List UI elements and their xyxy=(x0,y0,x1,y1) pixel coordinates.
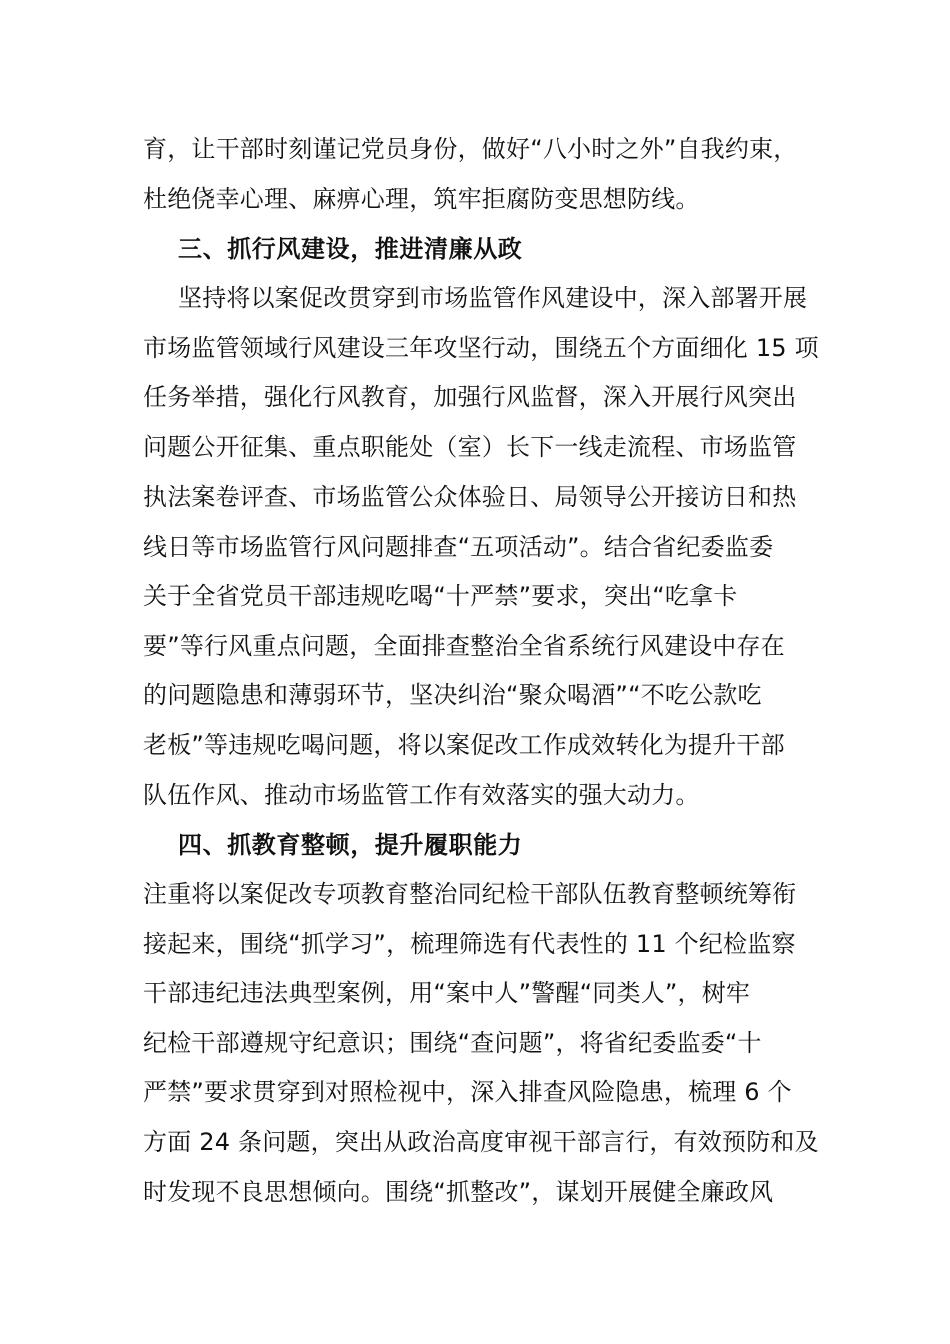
paragraph-line: 要”等行风重点问题，全面排查整治全省系统行风建设中存在 xyxy=(143,632,785,660)
paragraph-line: 方面 24 条问题，突出从政治高度审视干部言行，有效预防和及 xyxy=(143,1128,819,1156)
paragraph-line: 坚持将以案促改贯穿到市场监管作风建设中，深入部署开展 xyxy=(178,284,808,312)
paragraph-line: 执法案卷评查、市场监管公众体验日、局领导公开接访日和热 xyxy=(143,483,797,511)
paragraph-line: 线日等市场监管行风问题排查“五项活动”。结合省纪委监委 xyxy=(143,533,774,561)
paragraph-line: 干部违纪违法典型案例，用“案中人”警醒“同类人”，树牢 xyxy=(143,979,751,1007)
paragraph-line: 老板”等违规吃喝问题，将以案促改工作成效转化为提升干部 xyxy=(143,731,785,759)
paragraph-line: 队伍作风、推动市场监管工作有效落实的强大动力。 xyxy=(143,781,700,809)
paragraph-line: 纪检干部遵规守纪意识；围绕“查问题”，将省纪委监委“十 xyxy=(143,1029,762,1057)
section-heading-4: 四、抓教育整顿，提升履职能力 xyxy=(178,831,523,859)
paragraph-line: 育，让干部时刻谨记党员身份，做好“八小时之外”自我约束， xyxy=(143,135,798,163)
paragraph-line: 市场监管领域行风建设三年攻坚行动，围绕五个方面细化 15 项 xyxy=(143,334,819,362)
paragraph-line: 关于全省党员干部违规吃喝“十严禁”要求，突出“吃拿卡 xyxy=(143,582,738,610)
paragraph-line: 的问题隐患和薄弱环节，坚决纠治“聚众喝酒”“不吃公款吃 xyxy=(143,681,762,709)
paragraph-line: 任务举措，强化行风教育，加强行风监督，深入开展行风突出 xyxy=(143,383,797,411)
section-heading-3: 三、抓行风建设，推进清廉从政 xyxy=(178,235,523,263)
paragraph-line: 杜绝侥幸心理、麻痹心理，筑牢拒腐防变思想防线。 xyxy=(143,185,700,213)
paragraph-line: 接起来，围绕“抓学习”，梳理筛选有代表性的 11 个纪检监察 xyxy=(143,930,796,958)
paragraph-line: 问题公开征集、重点职能处（室）长下一线走流程、市场监管 xyxy=(143,433,797,461)
paragraph-line: 注重将以案促改专项教育整治同纪检干部队伍教育整顿统筹衔 xyxy=(143,880,797,908)
paragraph-line: 严禁”要求贯穿到对照检视中，深入排查风险隐患，梳理 6 个 xyxy=(143,1078,792,1106)
paragraph-line: 时发现不良思想倾向。围绕“抓整改”，谋划开展健全廉政风 xyxy=(143,1178,774,1206)
